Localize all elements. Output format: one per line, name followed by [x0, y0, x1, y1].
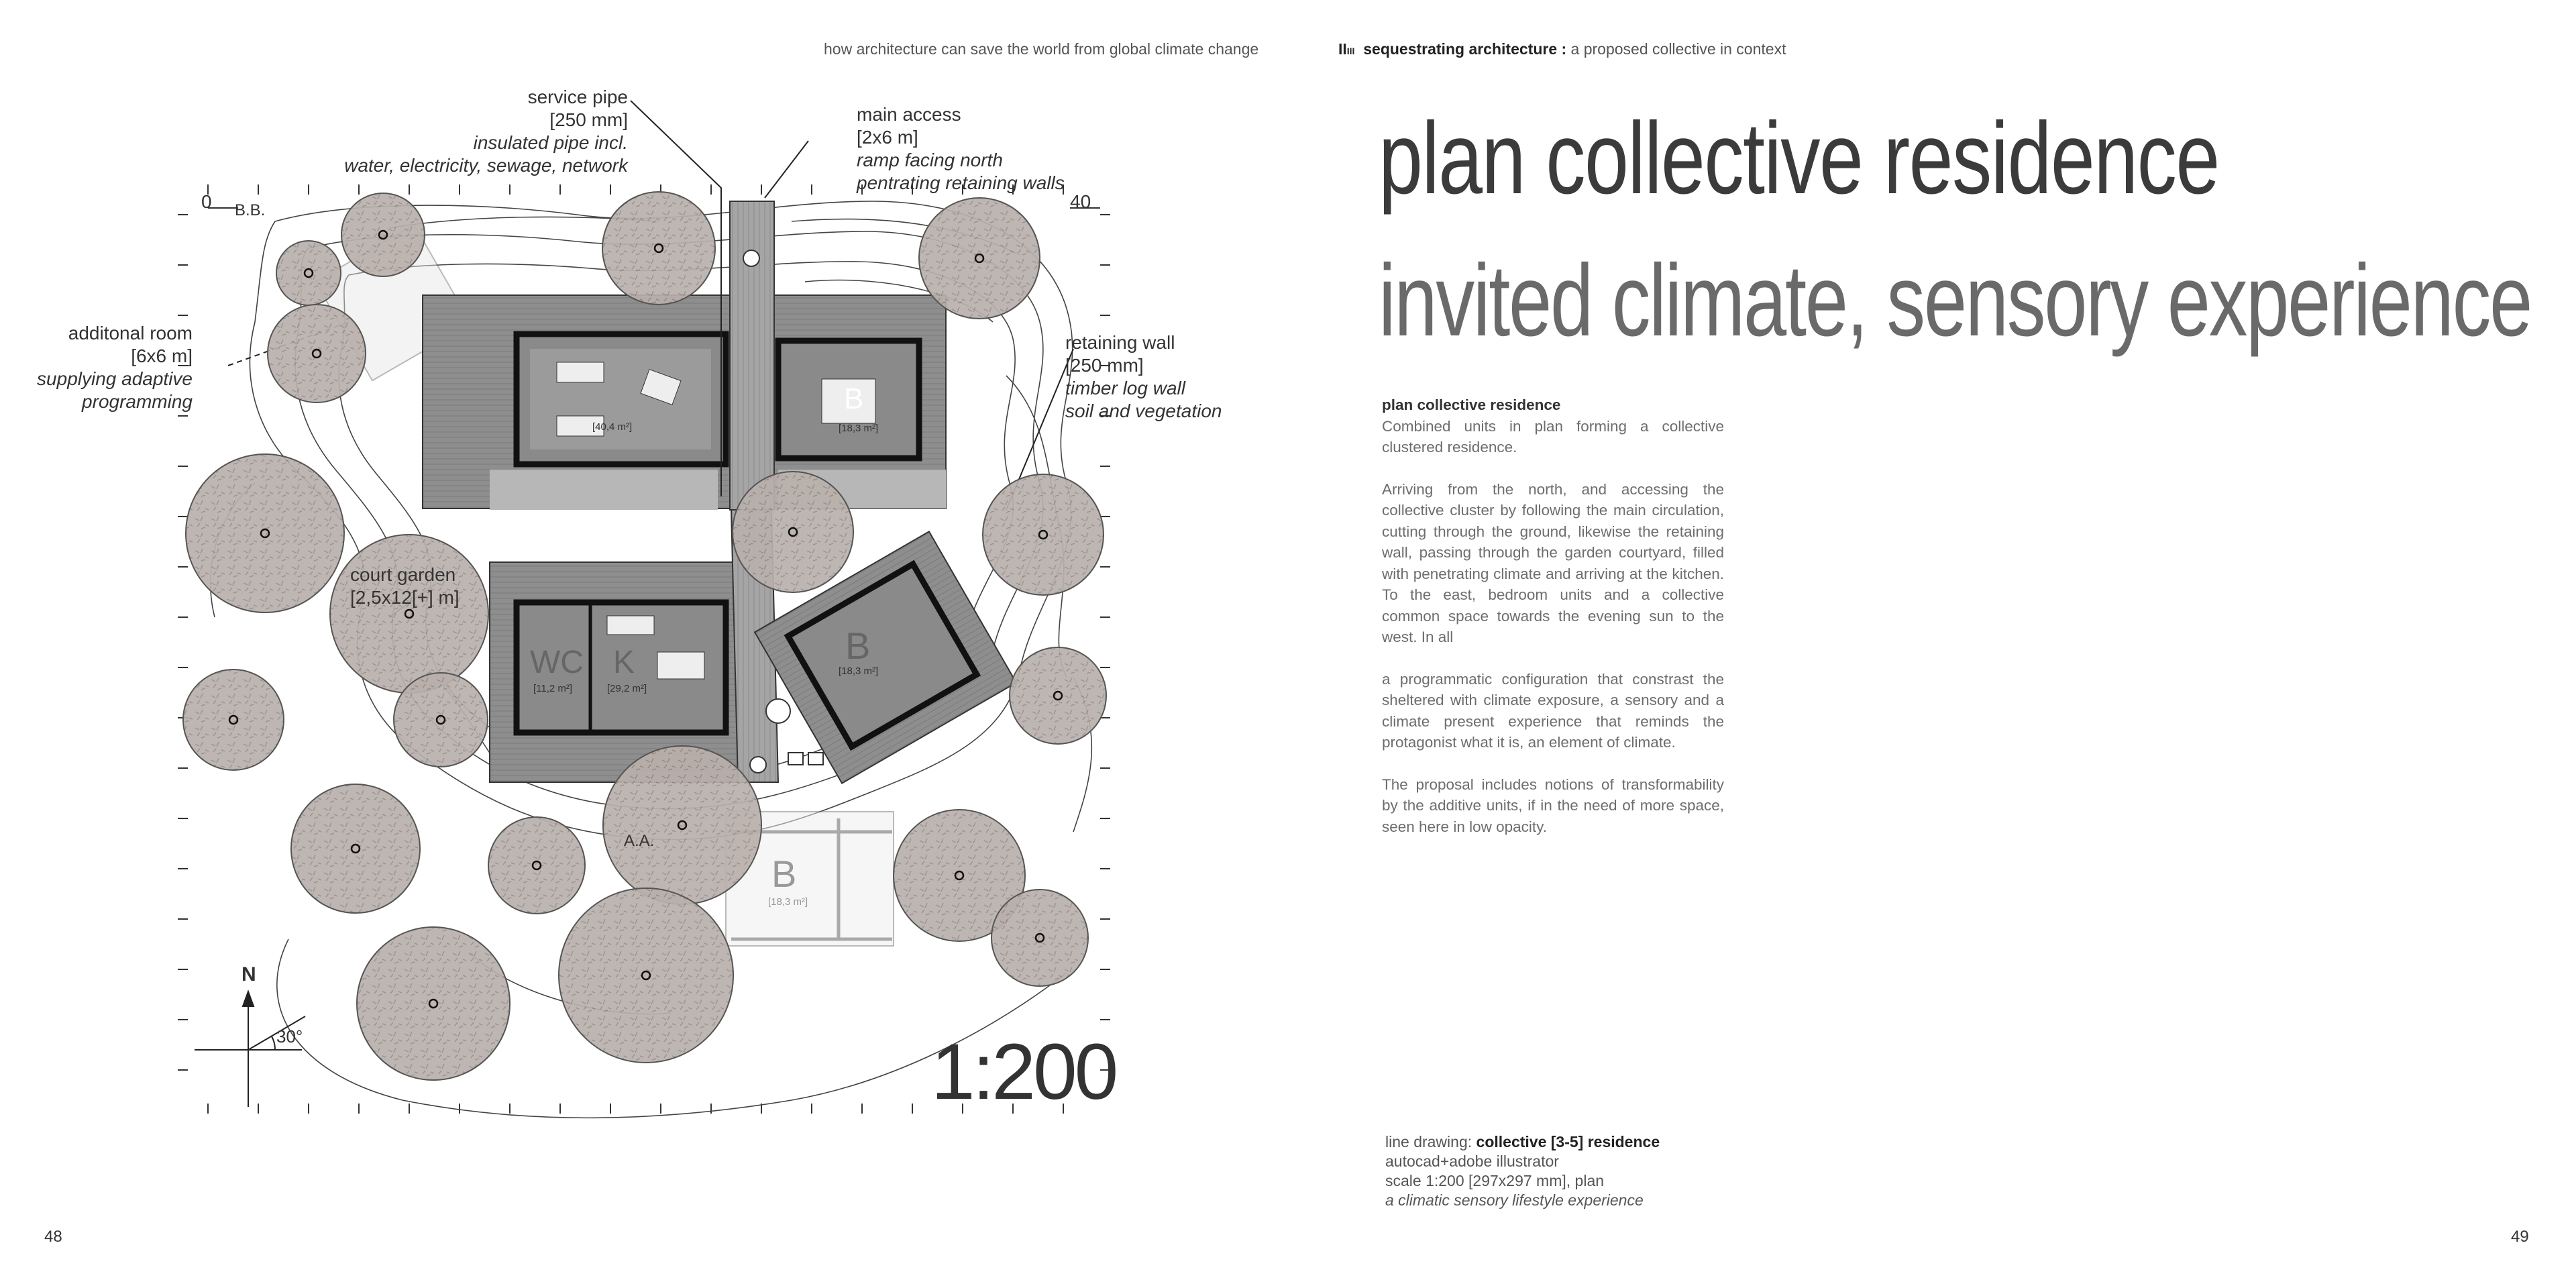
- tree-canopy: [983, 474, 1104, 595]
- caption-bold: collective [3-5] residence: [1476, 1133, 1660, 1150]
- caption-line-3: scale 1:200 [297x297 mm], plan: [1385, 1172, 1605, 1189]
- tree-canopy: [559, 888, 733, 1063]
- room-letter-bed-ne: B: [844, 382, 864, 415]
- page-title: plan collective residence: [1379, 101, 2219, 215]
- room-letter-kitchen: K: [613, 645, 635, 680]
- header-rest: a proposed collective in context: [1566, 40, 1786, 58]
- caption-line-4: a climatic sensory lifestyle experience: [1385, 1191, 1644, 1209]
- room-area-wc: [11,2 m²]: [533, 683, 573, 694]
- tree-canopy: [733, 472, 853, 592]
- unit-living: [517, 334, 726, 464]
- tree-canopy: [991, 890, 1088, 986]
- tree-canopy: [186, 454, 344, 612]
- room-area-living: [40,4 m²]: [592, 421, 633, 433]
- grid-label-end: 40: [1070, 191, 1091, 212]
- room-letter-bed-s: B: [771, 853, 797, 895]
- caption-prefix: line drawing:: [1385, 1133, 1477, 1150]
- page-number-left: 48: [44, 1228, 62, 1246]
- section-marker-aa: A.A.: [624, 832, 655, 850]
- room-area-bed-e: [18,3 m²]: [839, 665, 879, 677]
- body-paragraph-2: Arriving from the north, and accessing the collective cluster by following the main circulation, cutting through the ground, likewise the retaining wall, passing through the garden courtyard, filled with penetrating climate and arriving at the kitchen. To the east, bedroom units and a collective common space towards the evening sun to the west. In all: [1382, 480, 1724, 645]
- site-plan-drawing: [0, 0, 1275, 1154]
- room-area-kitchen: [29,2 m²]: [607, 683, 647, 694]
- tree-canopy: [341, 193, 425, 276]
- tree-canopy: [603, 746, 761, 904]
- section-marker-bb: B.B.: [235, 201, 266, 219]
- body-paragraph-1: Combined units in plan forming a collective clustered residence.: [1382, 417, 1724, 455]
- page-subtitle: invited climate, sensory experience: [1379, 244, 2532, 358]
- angle-label: 30°: [276, 1026, 303, 1046]
- terrace-strip: [490, 470, 718, 510]
- tree-canopy: [394, 673, 488, 767]
- running-header-right: [1338, 40, 1786, 58]
- tree-canopy: [357, 927, 510, 1080]
- drawing-caption: [1385, 1132, 1660, 1210]
- caption-line-2: autocad+adobe illustrator: [1385, 1152, 1559, 1170]
- header-bold: sequestrating architecture :: [1363, 40, 1567, 58]
- tree-canopy: [183, 669, 284, 770]
- tree-canopy: [276, 241, 341, 305]
- body-paragraph-4: The proposal includes notions of transformability by the additive units, if in the need of more space, seen here in low opacity.: [1382, 775, 1724, 835]
- body-text: [1382, 394, 1724, 858]
- body-paragraph-3: a programmatic configuration that constrast the sheltered with climate exposure, a sensory and a climate present experience that reminds the protagonist what it is, an element of climate.: [1382, 670, 1724, 751]
- label-service-pipe: service pipe [250 mm] insulated pipe incl. water, electricity, sewage, network: [344, 87, 628, 176]
- scale-label: 1:200: [931, 1028, 1116, 1116]
- running-header-left: how architecture can save the world from global climate change: [824, 40, 1259, 58]
- tree-canopy: [1010, 647, 1106, 744]
- chapter-mark: II: [1338, 40, 1347, 58]
- label-retaining-wall: retaining wall [250 mm] timber log wall soil and vegetation: [1065, 332, 1222, 421]
- tree-canopy: [268, 305, 366, 402]
- room-area-bed-ne: [18,3 m²]: [839, 423, 879, 434]
- label-main-access: main access [2x6 m] ramp facing north pentrating retaining walls: [857, 104, 1065, 193]
- tree-canopy: [330, 535, 488, 693]
- north-arrow-icon: [195, 991, 305, 1107]
- tree-canopy: [602, 192, 715, 305]
- tree-canopy: [291, 784, 420, 913]
- tree-canopy: [488, 817, 585, 914]
- room-area-bed-s: [18,3 m²]: [768, 896, 808, 908]
- label-additional-room: additonal room [6x6 m] supplying adaptive programming: [37, 323, 193, 412]
- grid-label-start: 0: [201, 191, 212, 212]
- main-access-leader: [765, 141, 808, 198]
- page-number-right: 49: [2511, 1228, 2529, 1246]
- tree-canopy: [919, 198, 1040, 319]
- north-label: N: [241, 963, 256, 985]
- main-access-ramp: [730, 201, 774, 510]
- body-heading: plan collective residence: [1382, 396, 1561, 413]
- room-letter-wc: WC: [530, 645, 584, 680]
- label-court-garden: court garden [2,5x12[+] m]: [350, 564, 460, 608]
- room-letter-bed-e: B: [845, 625, 871, 667]
- chapter-bars-icon: III: [1346, 46, 1355, 56]
